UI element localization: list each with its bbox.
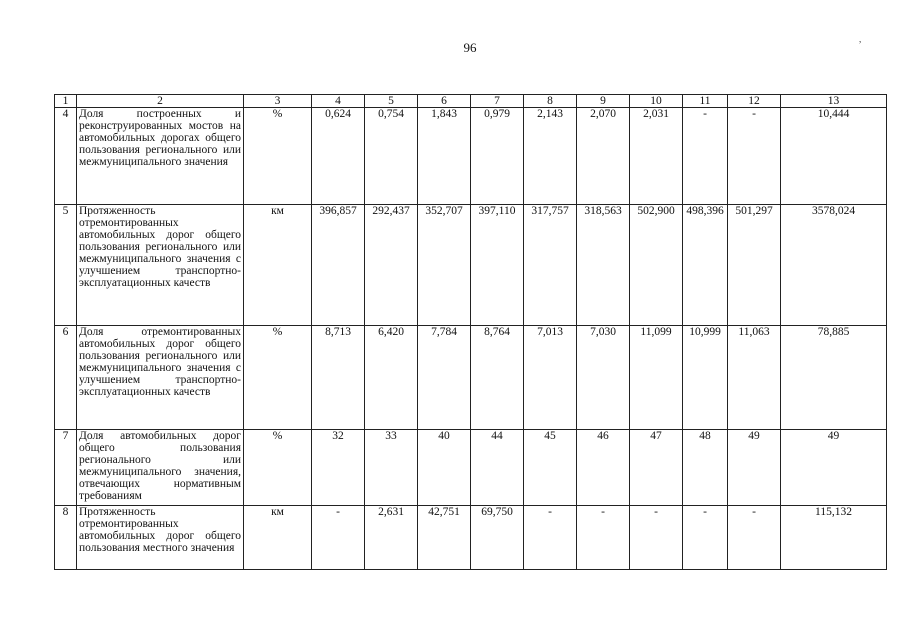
value-cell: 78,885 [781,326,887,430]
value-cell: - [728,506,781,570]
header-cell: 7 [471,95,524,108]
header-cell: 11 [683,95,728,108]
indicator-name-cell: Протяженность отремонтированных автомобильных дорог общего пользования местного значения [77,506,244,570]
indicator-name-cell: Доля автомобильных дорог общего пользования регионального или межмуниципального значения, отвечающих нормативным требованиям [77,430,244,506]
value-cell: 11,099 [630,326,683,430]
table-row [55,326,887,430]
value-cell: 498,396 [683,205,728,326]
header-cell: 9 [577,95,630,108]
unit-cell: % [244,326,312,430]
value-cell: 7,030 [577,326,630,430]
value-cell: 7,784 [418,326,471,430]
value-cell: 48 [683,430,728,506]
value-cell: 32 [312,430,365,506]
value-cell: 0,979 [471,108,524,205]
header-cell: 1 [55,95,77,108]
value-cell: 1,843 [418,108,471,205]
header-cell: 2 [77,95,244,108]
indicator-name-cell: Доля построенных и реконструированных мостов на автомобильных дорогах общего пользования регионального или межмуниципального значения [77,108,244,205]
table-row [55,108,887,205]
value-cell: 3578,024 [781,205,887,326]
value-cell: 318,563 [577,205,630,326]
row-number-cell: 7 [55,430,77,506]
header-cell: 8 [524,95,577,108]
indicator-name-cell: Доля отремонтированных автомобильных дорог общего пользования регионального или межмуниципального значения с улучшением транспортно-эксплуатационных качеств [77,326,244,430]
value-cell: 49 [781,430,887,506]
value-cell: 42,751 [418,506,471,570]
unit-cell: % [244,430,312,506]
value-cell: 40 [418,430,471,506]
header-cell: 13 [781,95,887,108]
value-cell: 46 [577,430,630,506]
value-cell: 317,757 [524,205,577,326]
value-cell: - [577,506,630,570]
value-cell: - [683,108,728,205]
value-cell: 10,999 [683,326,728,430]
value-cell: 45 [524,430,577,506]
indicators-table [54,94,887,570]
table-header-row [55,95,887,108]
value-cell: 352,707 [418,205,471,326]
value-cell: - [728,108,781,205]
value-cell: 47 [630,430,683,506]
header-cell: 5 [365,95,418,108]
value-cell: 7,013 [524,326,577,430]
indicator-name-cell: Протяженность отремонтированных автомобильных дорог общего пользования регионального или межмуниципального значения с улучшением транспортно-эксплуатационных качеств [77,205,244,326]
value-cell: 44 [471,430,524,506]
value-cell: 292,437 [365,205,418,326]
table-row [55,506,887,570]
unit-cell: км [244,205,312,326]
value-cell: - [312,506,365,570]
value-cell: 2,031 [630,108,683,205]
value-cell: 49 [728,430,781,506]
value-cell: 33 [365,430,418,506]
value-cell: 11,063 [728,326,781,430]
unit-cell: км [244,506,312,570]
row-number-cell: 6 [55,326,77,430]
row-number-cell: 4 [55,108,77,205]
value-cell: 6,420 [365,326,418,430]
unit-cell: % [244,108,312,205]
header-cell: 12 [728,95,781,108]
value-cell: 8,764 [471,326,524,430]
value-cell: - [524,506,577,570]
value-cell: - [630,506,683,570]
header-cell: 6 [418,95,471,108]
value-cell: 0,624 [312,108,365,205]
value-cell: 396,857 [312,205,365,326]
row-number-cell: 5 [55,205,77,326]
header-cell: 4 [312,95,365,108]
value-cell: 10,444 [781,108,887,205]
value-cell: 115,132 [781,506,887,570]
scan-mark: , [859,34,862,44]
header-cell: 10 [630,95,683,108]
value-cell: 69,750 [471,506,524,570]
header-cell: 3 [244,95,312,108]
row-number-cell: 8 [55,506,77,570]
table-row [55,430,887,506]
table-row [55,205,887,326]
page-number: 96 [463,40,477,55]
value-cell: - [683,506,728,570]
value-cell: 502,900 [630,205,683,326]
value-cell: 2,070 [577,108,630,205]
value-cell: 397,110 [471,205,524,326]
value-cell: 0,754 [365,108,418,205]
value-cell: 2,631 [365,506,418,570]
value-cell: 8,713 [312,326,365,430]
value-cell: 501,297 [728,205,781,326]
value-cell: 2,143 [524,108,577,205]
